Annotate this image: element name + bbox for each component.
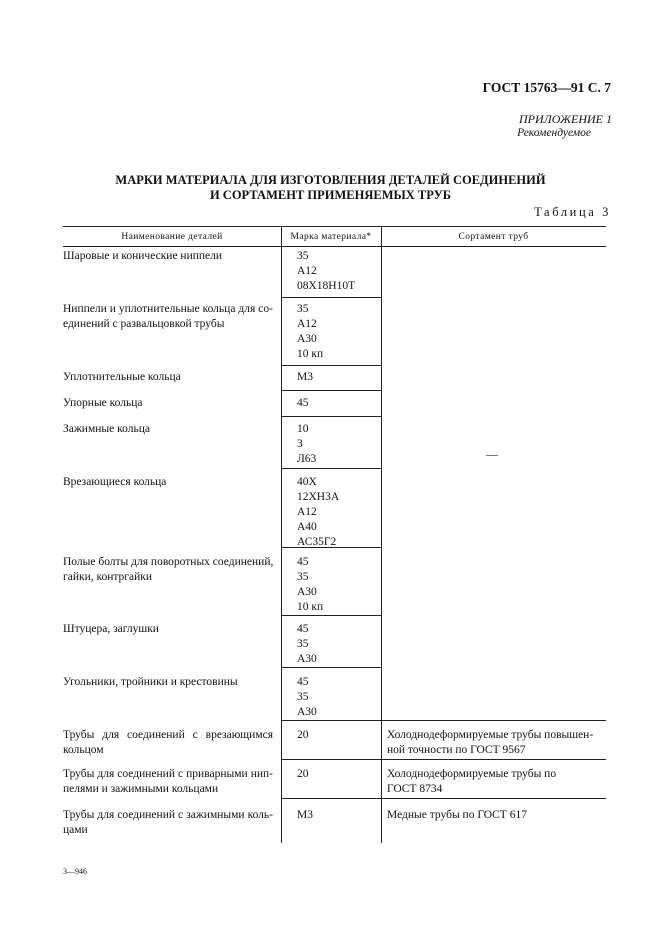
part-name-cell: Зажимные кольца: [63, 423, 150, 435]
table-header-rule: [63, 246, 606, 247]
merged-assortment-dash: —: [486, 447, 498, 461]
material-cell: 20: [297, 768, 309, 780]
appendix-label: ПРИЛОЖЕНИЕ 1: [519, 112, 612, 126]
part-name-cell: Упорные кольца: [63, 397, 143, 409]
part-name-cell: Ниппели и уплотнительные кольца для со- единений с развальцовкой трубы: [63, 303, 273, 330]
column-header-pipe-assortment: Сортамент труб: [458, 232, 529, 242]
assortment-cell: Холоднодеформируемые трубы повышен- ной точности по ГОСТ 9567: [387, 729, 594, 756]
material-cell: 45 35 А30: [297, 676, 317, 718]
assortment-cell: Холоднодеформируемые трубы по ГОСТ 8734: [387, 768, 557, 795]
material-cell: 20: [297, 729, 309, 741]
row-separator: [281, 798, 606, 799]
material-cell: М3: [297, 809, 313, 821]
document-title-line-1: МАРКИ МАТЕРИАЛА ДЛЯ ИЗГОТОВЛЕНИЯ ДЕТАЛЕЙ СОЕДИНЕНИЙ: [115, 173, 546, 187]
material-cell: М3: [297, 371, 313, 383]
material-cell: 35 А12 08Х18Н10Т: [297, 250, 356, 292]
part-name-cell: Врезающиеся кольца: [63, 476, 167, 488]
row-separator: [281, 720, 606, 721]
row-separator: [281, 416, 382, 417]
column-header-part-name: Наименование деталей: [121, 232, 223, 242]
row-separator: [281, 297, 382, 298]
column-divider-2: [381, 226, 382, 843]
material-cell: 45 35 А30 10 кп: [297, 556, 324, 613]
material-cell: 40Х 12ХН3А А12 А40 АС35Г2: [297, 476, 340, 548]
column-header-material-grade: Марка материала*: [290, 232, 372, 242]
material-cell: 45: [297, 397, 309, 409]
part-name-cell: Полые болты для поворотных соединений, гайки, контргайки: [63, 556, 274, 583]
row-separator: [281, 468, 382, 469]
part-name-cell: Шаровые и конические ниппели: [63, 250, 223, 262]
row-separator: [281, 667, 382, 668]
document-title-line-2: И СОРТАМЕНТ ПРИМЕНЯЕМЫХ ТРУБ: [209, 188, 452, 202]
column-divider-1: [281, 226, 282, 843]
part-name-cell: Трубы для соединений с приварными нип- пелями и зажимными кольцами: [63, 768, 273, 795]
row-separator: [281, 390, 382, 391]
part-name-cell: Уплотнительные кольца: [63, 371, 181, 383]
assortment-cell: Медные трубы по ГОСТ 617: [387, 809, 527, 821]
part-name-cell: Штуцера, заглушки: [63, 623, 159, 635]
material-cell: 45 35 А30: [297, 623, 317, 665]
row-separator: [281, 615, 382, 616]
footer-print-code: 3—946: [63, 867, 87, 876]
row-separator: [281, 759, 606, 760]
material-cell: 10 3 Л63: [297, 423, 317, 465]
part-name-cell: Угольники, тройники и крестовины: [63, 676, 238, 688]
part-name-cell: Трубы для соединений с врезающимся кольцом: [63, 729, 273, 756]
table-top-rule: [63, 226, 606, 227]
recommended-label: Рекомендуемое: [517, 127, 591, 139]
page-header-code: ГОСТ 15763—91 С. 7: [482, 80, 611, 95]
part-name-cell: Трубы для соединений с зажимными коль- цами: [63, 809, 273, 836]
material-cell: 35 А12 А30 10 кп: [297, 303, 324, 360]
table-number: Таблица 3: [534, 205, 611, 219]
row-separator: [281, 365, 382, 366]
